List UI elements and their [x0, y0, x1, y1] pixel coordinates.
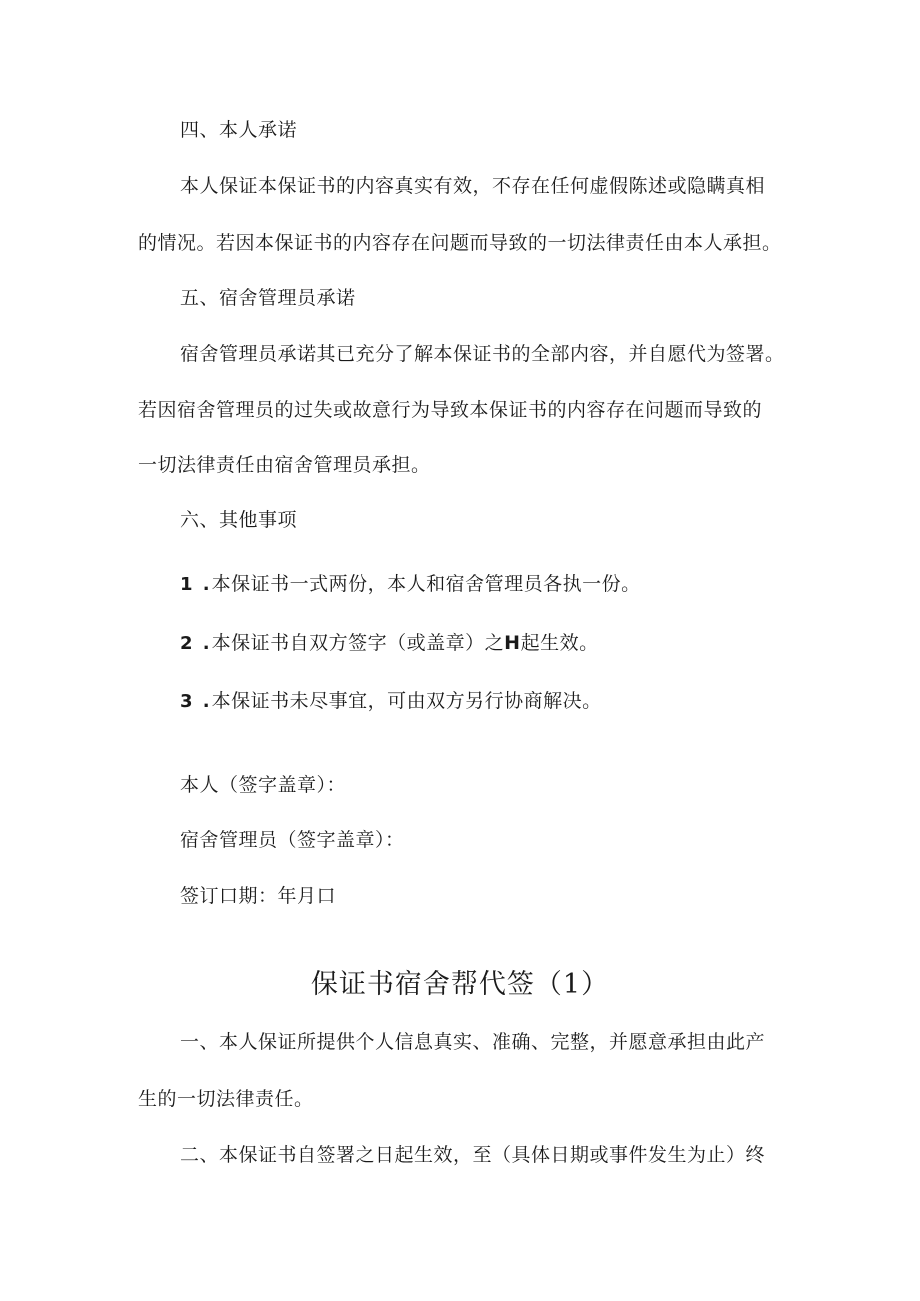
- signature-manager: 宿舍管理员（签字盖章）：: [180, 829, 405, 851]
- section-4-para-line-1: 本人保证本保证书的内容真实有效，不存在任何虚假陈述或隐瞒真相: [180, 175, 766, 197]
- section-4-para-line-2: 的情况。若因本保证书的内容存在问题而导致的一切法律责任由本人承担。: [138, 232, 782, 254]
- list-item-2-text-bold: H: [504, 632, 521, 654]
- list-item-3-number: 3 .: [180, 691, 212, 712]
- section-4-heading: 四、本人承诺: [180, 119, 298, 141]
- section-5-para-line-1: 宿舍管理员承诺其已充分了解本保证书的全部内容，并自愿代为签署。: [180, 343, 785, 365]
- section-5-para-line-3: 一切法律责任由宿舍管理员承担。: [138, 454, 431, 476]
- signature-self: 本人（签字盖章）：: [180, 774, 347, 796]
- list-item-1: [180, 572, 641, 597]
- list-item-1-text: 本保证书一式两份，本人和宿舍管理员各执一份。: [211, 573, 641, 595]
- section-5-para-line-2: 若因宿舍管理员的过失或故意行为导致本保证书的内容存在问题而导致的: [138, 399, 763, 421]
- doc-2-para-2-line-1: 二、本保证书自签署之日起生效，至（具体日期或事件发生为止）终: [180, 1144, 766, 1166]
- doc-2-para-1-line-1: 一、本人保证所提供个人信息真实、准确、完整，并愿意承担由此产: [180, 1031, 766, 1053]
- document-2-title: 保证书宿舍帮代签（1）: [310, 969, 610, 1000]
- section-5-heading: 五、宿舍管理员承诺: [180, 287, 356, 309]
- section-6-heading: 六、其他事项: [180, 509, 298, 531]
- signature-date: 签订口期：年月口: [180, 885, 337, 907]
- list-item-2-text-after: 起生效。: [520, 632, 599, 654]
- list-item-3-text: 本保证书未尽事宜，可由双方另行协商解决。: [211, 690, 602, 712]
- list-item-2: [180, 631, 599, 656]
- list-item-2-number: 2 .: [180, 633, 212, 654]
- list-item-3: [180, 689, 602, 714]
- doc-2-para-1-line-2: 生的一切法律责任。: [138, 1088, 314, 1110]
- list-item-1-number: 1 .: [180, 574, 212, 595]
- list-item-2-text-before: 本保证书自双方签字（或盖章）之: [211, 632, 505, 654]
